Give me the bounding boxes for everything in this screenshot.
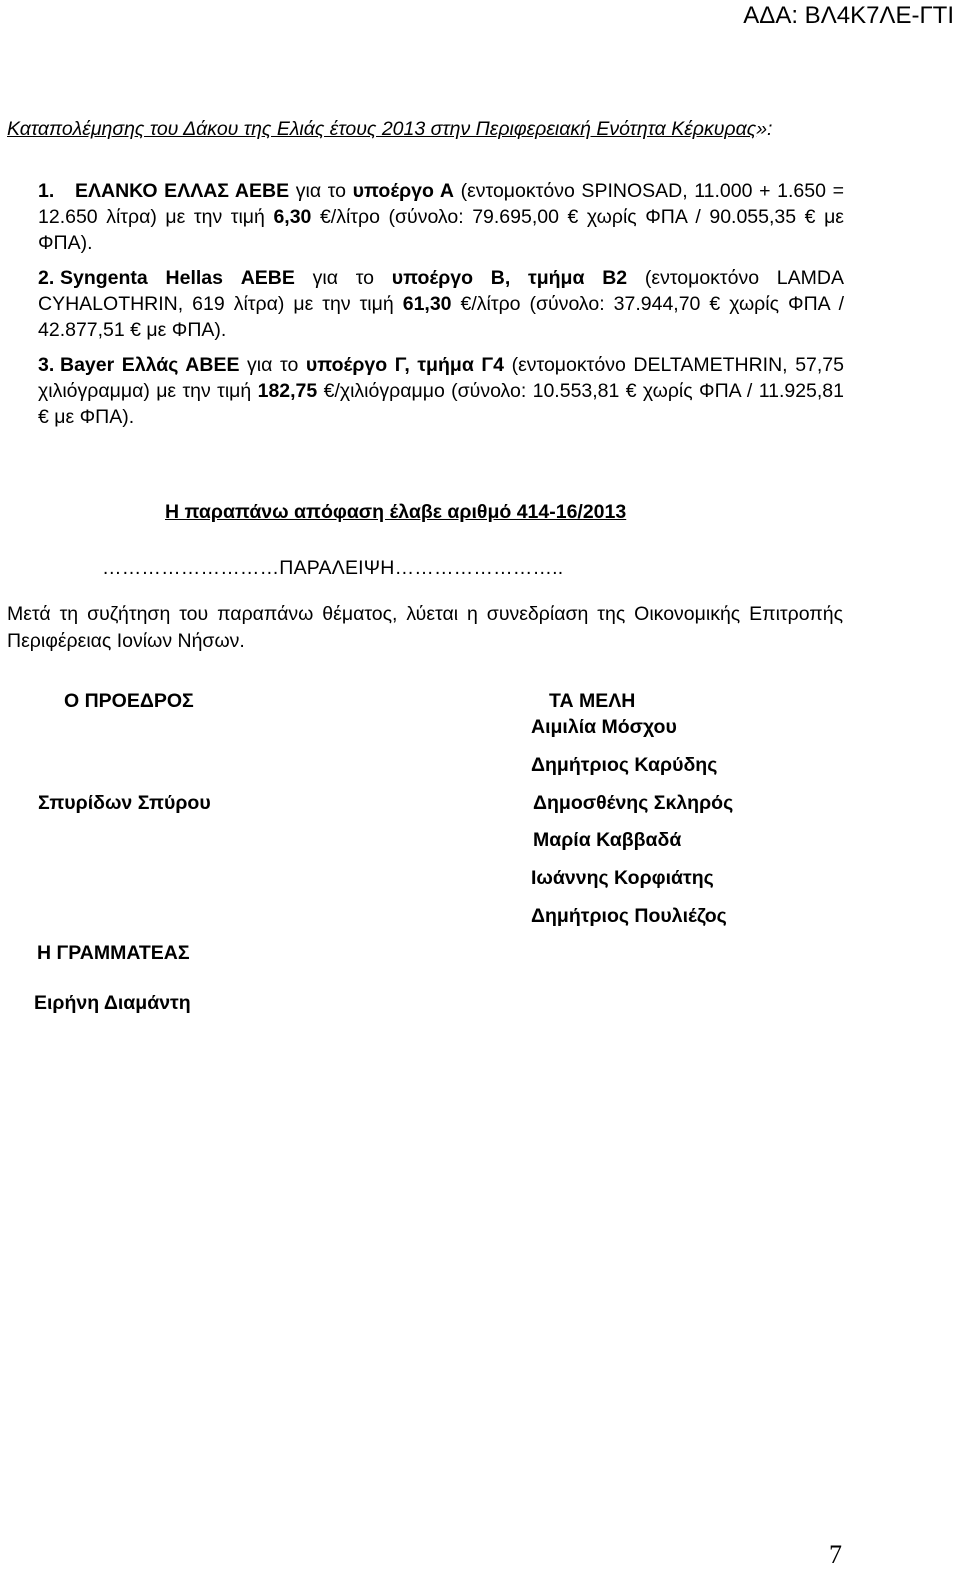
- president-name: Σπυρίδων Σπύρου: [38, 792, 211, 814]
- omission-marker: ………………………ΠΑΡΑΛΕΙΨΗ……………………..: [102, 557, 564, 579]
- closing-paragraph: Μετά τη συζήτηση του παραπάνω θέματος, λύεται η συνεδρίαση της Οικονομικής Επιτροπής Περιφέρειας Ιονίων Νήσων.: [7, 603, 843, 652]
- item-text: (εντομοκτόνο SPINOSAD, 11.000 + 1.650 = 12.650 λίτρα) με την τιμή: [38, 180, 844, 228]
- list-item: [38, 352, 844, 430]
- item-company: Syngenta Hellas ΑΕΒΕ: [60, 267, 295, 289]
- intro-text: [7, 116, 847, 142]
- intro-title: Καταπολέμησης του Δάκου της Ελιάς έτους 2013 στην Περιφερειακή Ενότητα Κέρκυρας: [7, 118, 757, 140]
- item-text: για το: [294, 267, 392, 289]
- president-title: Ο ΠΡΟΕΔΡΟΣ: [64, 690, 194, 712]
- list-item: [38, 178, 844, 256]
- member-name: Ιωάννης Κορφιάτης: [531, 867, 714, 889]
- member-name: Δημήτριος Καρύδης: [531, 754, 718, 776]
- item-project: υποέργο Γ, τμήμα Γ4: [305, 354, 504, 376]
- item-text: (εντομοκτόνο DELTAMETHRIN, 57,75 χιλιόγραμμα) με την τιμή: [38, 354, 844, 402]
- page-number: 7: [829, 1540, 842, 1569]
- secretary-title: Η ΓΡΑΜΜΑΤΕΑΣ: [37, 942, 190, 964]
- item-text: €/λίτρο (σύνολο: 79.695,00 € χωρίς ΦΠΑ / 90.055,35 € με ΦΠΑ).: [38, 206, 844, 254]
- decision-number: Η παραπάνω απόφαση έλαβε αριθμό 414-16/2013: [165, 501, 627, 523]
- item-text: €/λίτρο (σύνολο: 37.944,70 € χωρίς ΦΠΑ / 42.877,51 € με ΦΠΑ).: [38, 293, 844, 341]
- member-name: Μαρία Καββαδά: [533, 829, 682, 851]
- item-project: υποέργο Β, τμήμα Β2: [391, 267, 628, 289]
- members-title: ΤΑ ΜΕΛΗ: [549, 690, 636, 712]
- item-text: για το: [289, 180, 353, 202]
- item-project: υποέργο Α: [352, 180, 454, 202]
- secretary-name: Ειρήνη Διαμάντη: [34, 992, 191, 1014]
- item-number: 3.: [38, 354, 55, 376]
- item-text: (εντομοκτόνο LAMDA CYHALOTHRIN, 619 λίτρα) με την τιμή: [38, 267, 844, 315]
- item-company: Bayer Ελλάς ΑΒΕΕ: [60, 354, 240, 376]
- item-text: για το: [239, 354, 306, 376]
- item-price: 61,30: [402, 293, 452, 315]
- item-number: 2.: [38, 267, 55, 289]
- member-name: Δημήτριος Πουλιέζος: [531, 905, 727, 927]
- item-number: 1.: [38, 180, 55, 202]
- item-text: €/χιλιόγραμμο (σύνολο: 10.553,81 € χωρίς ΦΠΑ / 11.925,81 € με ΦΠΑ).: [38, 380, 844, 428]
- ada-code: ΑΔΑ: ΒΛ4Κ7ΛΕ-ΓΤΙ: [743, 2, 954, 29]
- intro-closing-mark: »:: [756, 118, 773, 140]
- member-name: Δημοσθένης Σκληρός: [533, 792, 734, 814]
- item-company: ΕΛΑΝΚΟ ΕΛΛΑΣ ΑΕΒΕ: [75, 180, 290, 202]
- list-item: [38, 265, 844, 343]
- item-price: 6,30: [273, 206, 312, 228]
- member-name: Αιμιλία Μόσχου: [531, 716, 677, 738]
- item-price: 182,75: [257, 380, 318, 402]
